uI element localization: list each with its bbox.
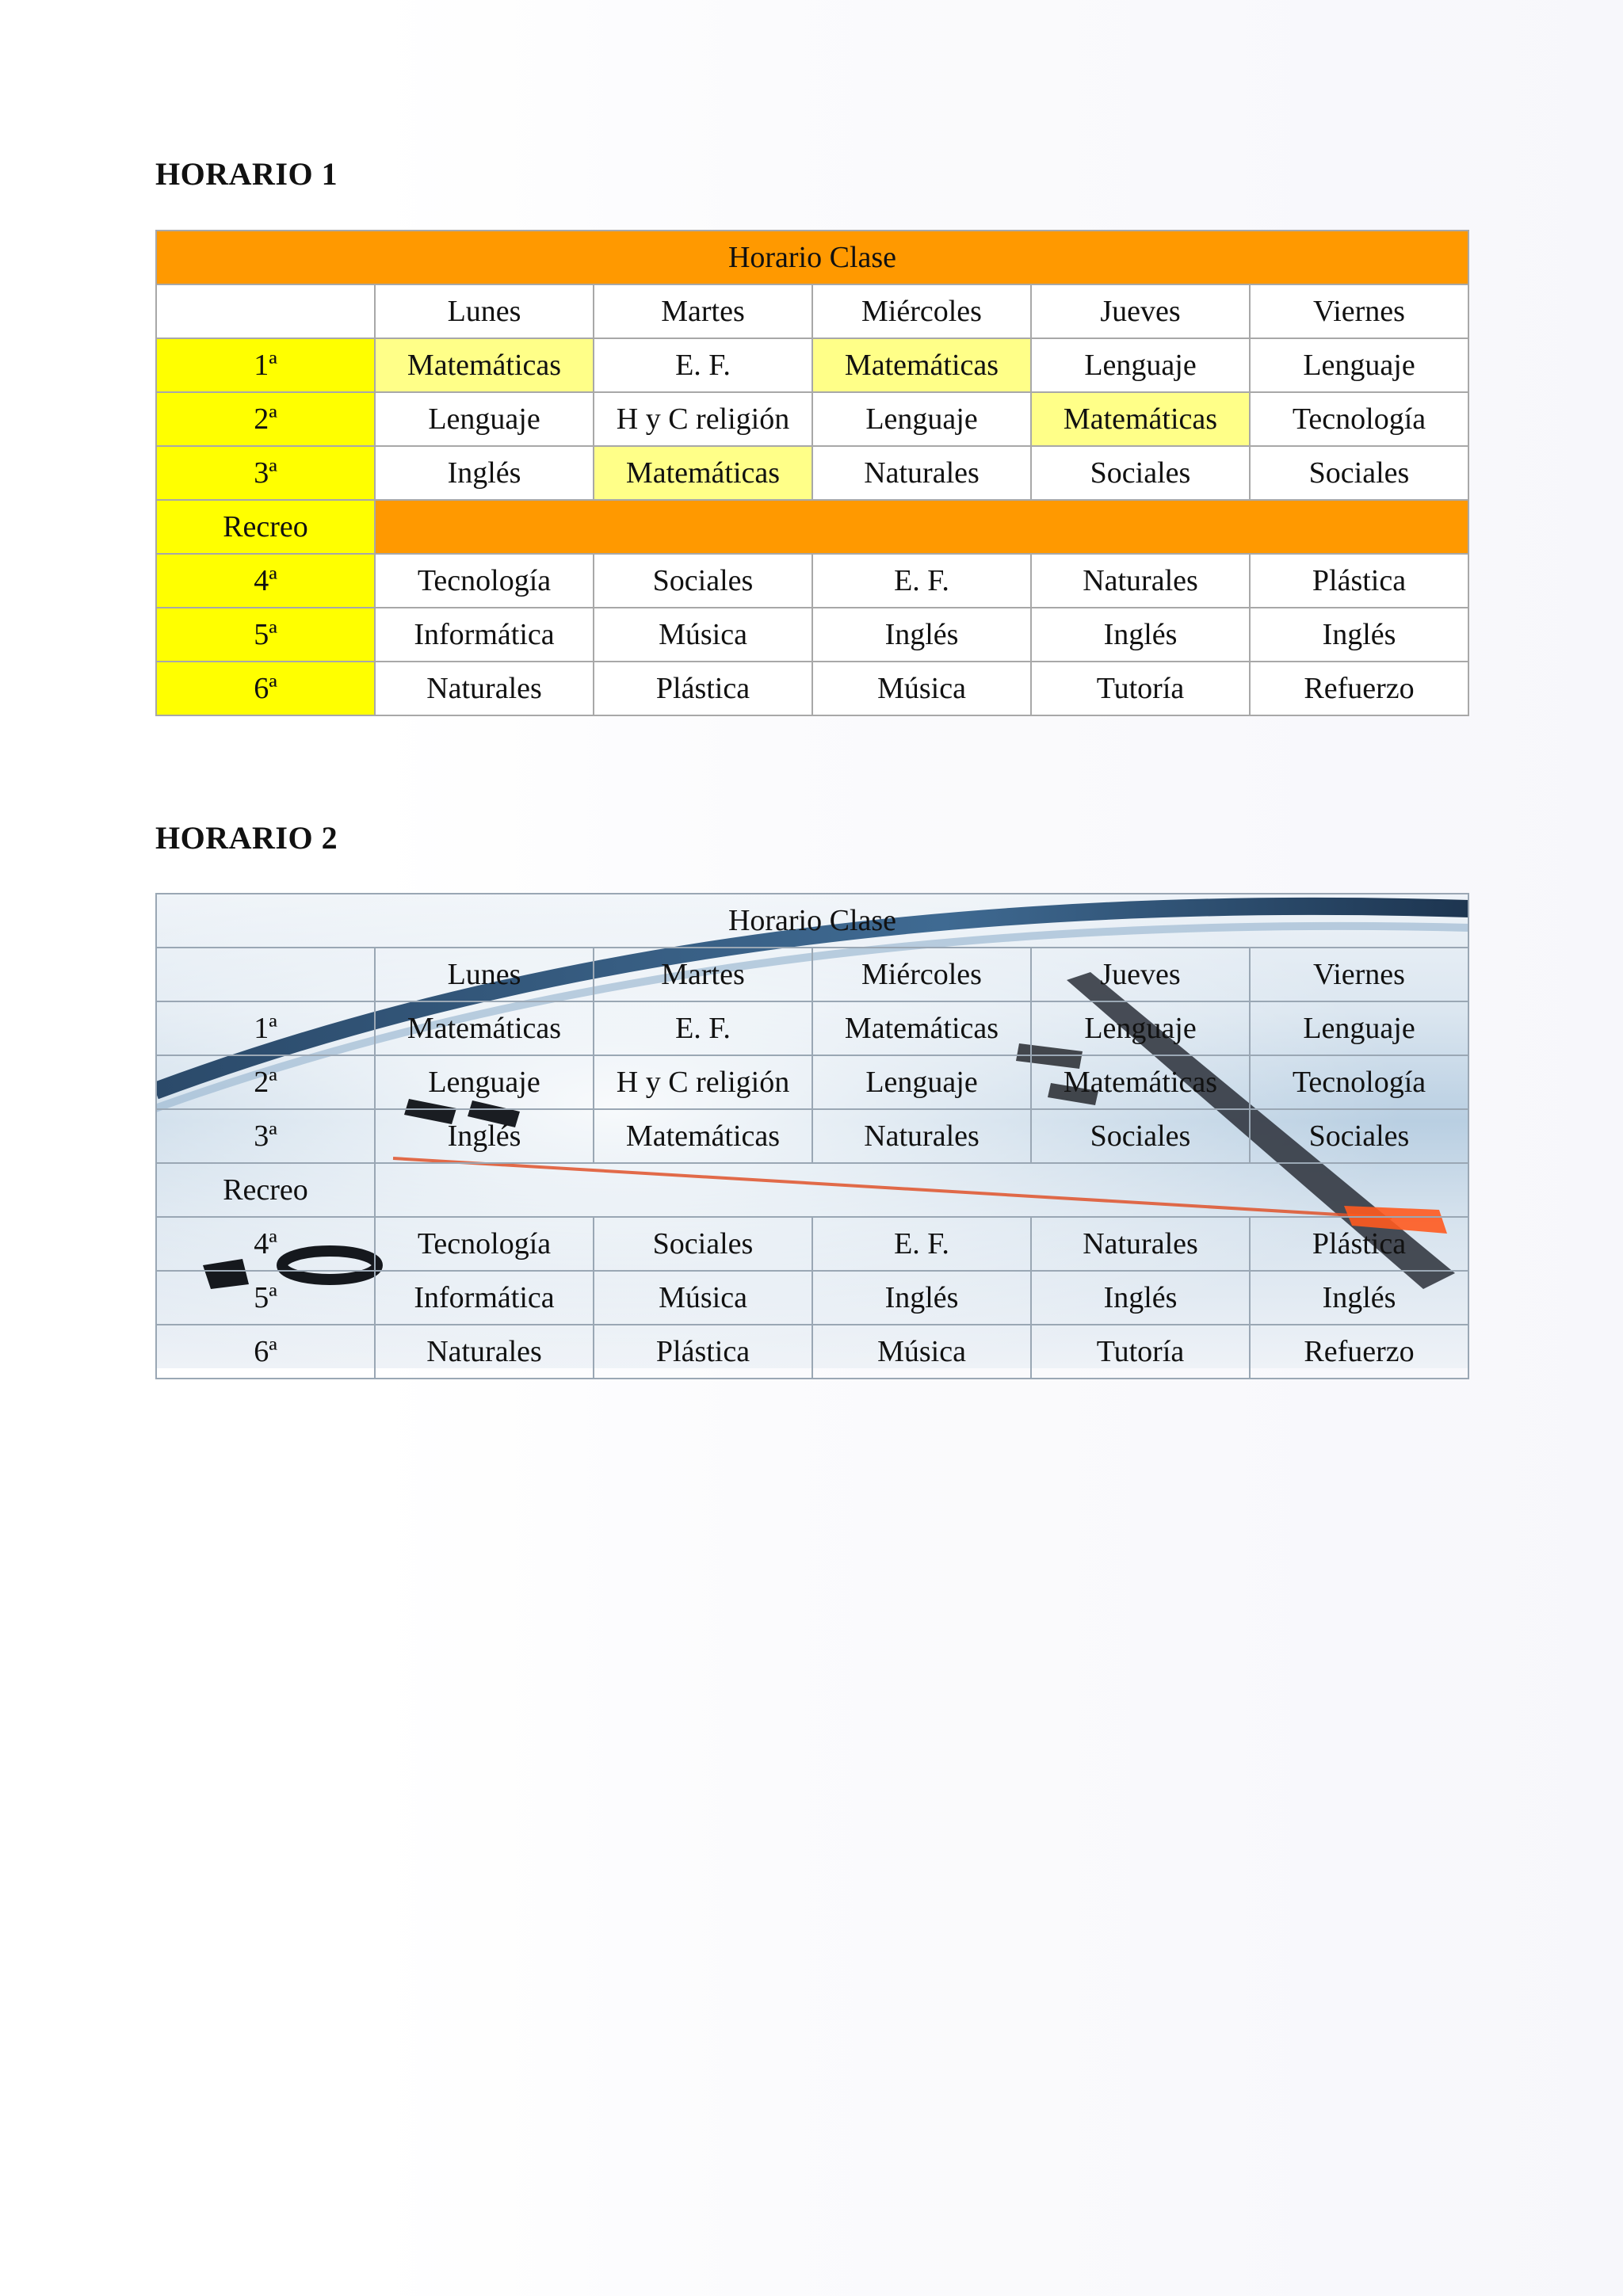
subject-cell: Sociales <box>594 1217 812 1271</box>
day-header: Viernes <box>1250 948 1468 1001</box>
subject-cell: Sociales <box>1250 1109 1468 1163</box>
period-label: 3ª <box>156 1109 375 1163</box>
subject-cell: Lenguaje <box>375 1055 594 1109</box>
table-title: Horario Clase <box>156 894 1468 948</box>
subject-cell: Lenguaje <box>1031 338 1250 392</box>
subject-cell: Sociales <box>1031 1109 1250 1163</box>
subject-cell: Inglés <box>812 608 1031 662</box>
subject-cell: Sociales <box>1031 446 1250 500</box>
table-row <box>156 608 1468 662</box>
subject-cell: Inglés <box>375 446 594 500</box>
subject-cell: Sociales <box>1250 446 1468 500</box>
period-label: 4ª <box>156 1217 375 1271</box>
subject-cell: Matemáticas <box>1031 392 1250 446</box>
subject-cell: Matemáticas <box>375 1001 594 1055</box>
table-row <box>156 1217 1468 1271</box>
subject-cell: Tutoría <box>1031 1325 1250 1379</box>
subject-cell: Tecnología <box>1250 1055 1468 1109</box>
period-label: 5ª <box>156 1271 375 1325</box>
schedule-2-table <box>155 893 1469 1379</box>
subject-cell: Plástica <box>594 1325 812 1379</box>
day-header: Martes <box>594 284 812 338</box>
subject-cell: Lenguaje <box>1250 1001 1468 1055</box>
day-header: Lunes <box>375 948 594 1001</box>
day-header: Martes <box>594 948 812 1001</box>
table-row <box>156 338 1468 392</box>
subject-cell: Inglés <box>1031 1271 1250 1325</box>
subject-cell: H y C religión <box>594 1055 812 1109</box>
subject-cell: Naturales <box>1031 554 1250 608</box>
subject-cell: Refuerzo <box>1250 662 1468 715</box>
subject-cell: Música <box>812 662 1031 715</box>
table-row <box>156 1325 1468 1379</box>
subject-cell: Naturales <box>375 1325 594 1379</box>
subject-cell: Plástica <box>1250 1217 1468 1271</box>
subject-cell: Plástica <box>1250 554 1468 608</box>
break-label: Recreo <box>156 1163 375 1217</box>
subject-cell: Lenguaje <box>1031 1001 1250 1055</box>
subject-cell: Naturales <box>375 662 594 715</box>
table-row <box>156 1109 1468 1163</box>
table-row <box>156 662 1468 715</box>
subject-cell: Tecnología <box>375 554 594 608</box>
period-label: 6ª <box>156 1325 375 1379</box>
corner-cell <box>156 284 375 338</box>
day-header: Miércoles <box>812 948 1031 1001</box>
subject-cell: Música <box>594 1271 812 1325</box>
subject-cell: E. F. <box>594 1001 812 1055</box>
subject-cell: Naturales <box>812 446 1031 500</box>
days-header-row <box>156 284 1468 338</box>
subject-cell: E. F. <box>594 338 812 392</box>
period-label: 3ª <box>156 446 375 500</box>
table-title: Horario Clase <box>156 231 1468 284</box>
period-label: 4ª <box>156 554 375 608</box>
subject-cell: E. F. <box>812 554 1031 608</box>
subject-cell: Informática <box>375 1271 594 1325</box>
subject-cell: Lenguaje <box>812 1055 1031 1109</box>
period-label: 5ª <box>156 608 375 662</box>
table-row <box>156 1001 1468 1055</box>
subject-cell: Lenguaje <box>375 392 594 446</box>
subject-cell: Tecnología <box>375 1217 594 1271</box>
day-header: Lunes <box>375 284 594 338</box>
subject-cell: E. F. <box>812 1217 1031 1271</box>
corner-cell <box>156 948 375 1001</box>
schedule-1-table <box>155 230 1469 716</box>
subject-cell: H y C religión <box>594 392 812 446</box>
period-label: 2ª <box>156 392 375 446</box>
table-row <box>156 1055 1468 1109</box>
subject-cell: Matemáticas <box>375 338 594 392</box>
subject-cell: Inglés <box>1250 1271 1468 1325</box>
break-row <box>156 1163 1468 1217</box>
subject-cell: Inglés <box>812 1271 1031 1325</box>
subject-cell: Matemáticas <box>812 338 1031 392</box>
subject-cell: Inglés <box>1250 608 1468 662</box>
table-title-row <box>156 894 1468 948</box>
subject-cell: Lenguaje <box>1250 338 1468 392</box>
subject-cell: Matemáticas <box>812 1001 1031 1055</box>
subject-cell: Lenguaje <box>812 392 1031 446</box>
schedule-2-heading: HORARIO 2 <box>155 820 338 856</box>
break-band <box>375 500 1468 554</box>
break-label: Recreo <box>156 500 375 554</box>
table-title-row <box>156 231 1468 284</box>
day-header: Jueves <box>1031 948 1250 1001</box>
subject-cell: Naturales <box>1031 1217 1250 1271</box>
subject-cell: Tecnología <box>1250 392 1468 446</box>
table-row <box>156 1271 1468 1325</box>
period-label: 1ª <box>156 338 375 392</box>
subject-cell: Sociales <box>594 554 812 608</box>
subject-cell: Matemáticas <box>594 446 812 500</box>
day-header: Jueves <box>1031 284 1250 338</box>
period-label: 1ª <box>156 1001 375 1055</box>
day-header: Viernes <box>1250 284 1468 338</box>
subject-cell: Inglés <box>375 1109 594 1163</box>
subject-cell: Música <box>812 1325 1031 1379</box>
schedule-1-heading: HORARIO 1 <box>155 156 338 192</box>
break-band <box>375 1163 1468 1217</box>
subject-cell: Naturales <box>812 1109 1031 1163</box>
subject-cell: Inglés <box>1031 608 1250 662</box>
break-row <box>156 500 1468 554</box>
days-header-row <box>156 948 1468 1001</box>
subject-cell: Refuerzo <box>1250 1325 1468 1379</box>
subject-cell: Matemáticas <box>594 1109 812 1163</box>
period-label: 2ª <box>156 1055 375 1109</box>
subject-cell: Tutoría <box>1031 662 1250 715</box>
subject-cell: Plástica <box>594 662 812 715</box>
period-label: 6ª <box>156 662 375 715</box>
table-row <box>156 446 1468 500</box>
subject-cell: Matemáticas <box>1031 1055 1250 1109</box>
day-header: Miércoles <box>812 284 1031 338</box>
table-row <box>156 392 1468 446</box>
subject-cell: Música <box>594 608 812 662</box>
subject-cell: Informática <box>375 608 594 662</box>
table-row <box>156 554 1468 608</box>
